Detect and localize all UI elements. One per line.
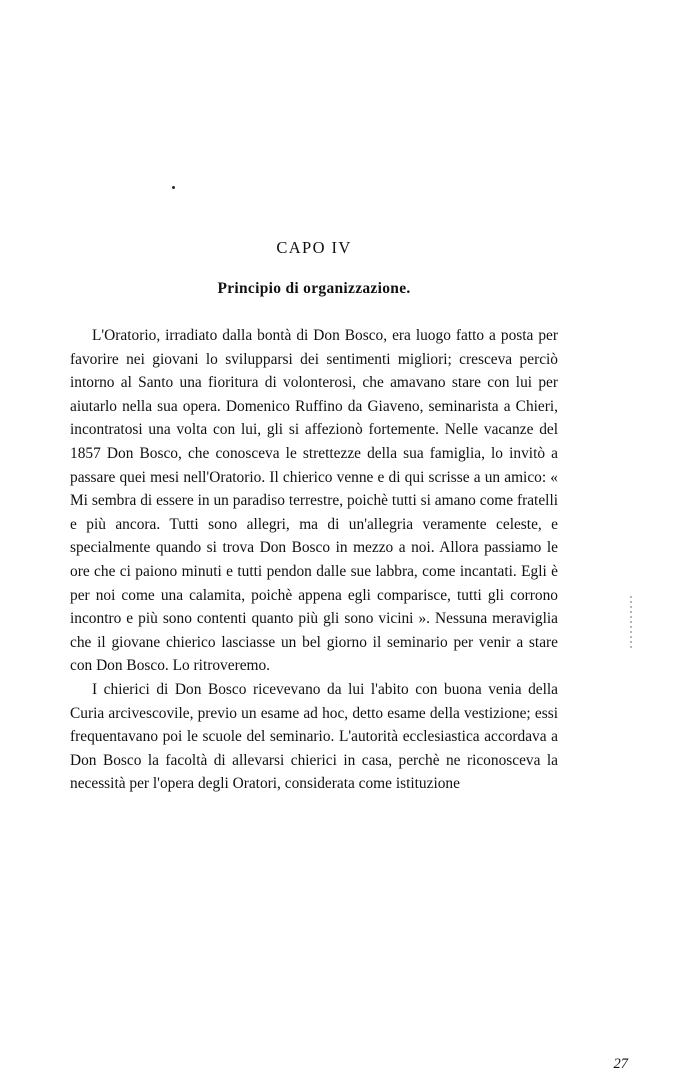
ink-speck-mark [172, 186, 175, 189]
page-content [70, 238, 628, 1072]
paragraph: I chierici di Don Bosco ricevevano da lui l'abito con buona venia della Curia arcivescovile, previo un esame ad hoc, detto esame della vestizione; essi frequentavano poi le scuole del seminario. L'autorità ecclesiastica accordava a Don Bosco la facoltà di allevarsi chierici in casa, perchè ne riconosceva la necessità per l'opera degli Oratori, considerata come istituzione [70, 680, 558, 793]
chapter-subtitle: Principio di organizzazione. [217, 280, 411, 297]
page-number: 27 [613, 1056, 628, 1072]
paragraph: L'Oratorio, irradiato dalla bontà di Don Bosco, era luogo fatto a posta per favorire nei giovani lo svilupparsi dei sentimenti migliori; cresceva perciò intorno al Santo una fioritura di volonterosi, che amavano stare con lui per aiutarlo nella sua opera. Domenico Ruffino da Giaveno, seminarista a Chieri, incontratosi una volta con lui, gli si affezionò fortemente. Nelle vacanze del 1857 Don Bosco, che conosceva le strettezze della sua famiglia, lo invitò a passare quei mesi nell'Oratorio. Il chierico venne e di qui scrisse a un amico: « Mi sembra di essere in un paradiso terrestre, poichè tutti si amano come fratelli e più ancora. Tutti sono allegri, ma di un'allegria veramente celeste, e specialmente quando si trova Don Bosco in mezzo a noi. Allora passiamo le ore che ci paiono minuti e tutti pendon dalle sue labbra, come incantati. Egli è per noi come una calamita, poichè appena egli comparisce, tutti gli corrono incontro e più sono contenti quanto più gli sono vicini ». Nessuna meraviglia che il giovane chierico lasciasse un bel giorno il seminario per venir a stare con Don Bosco. Lo ritroveremo. [70, 327, 558, 675]
margin-annotation-mark [630, 596, 632, 650]
body-text [70, 324, 558, 796]
chapter-heading: CAPO IV [276, 238, 352, 257]
